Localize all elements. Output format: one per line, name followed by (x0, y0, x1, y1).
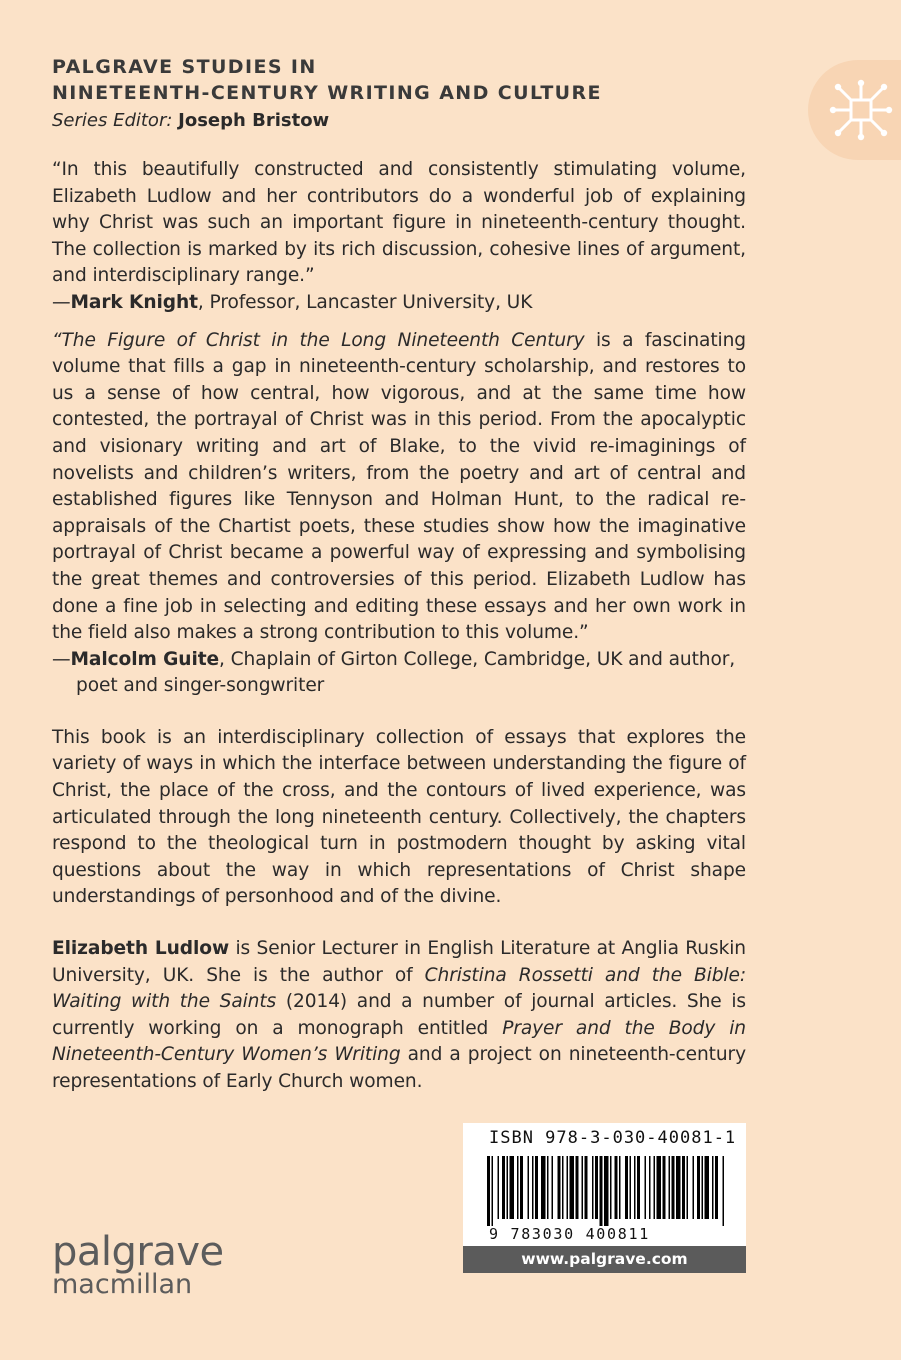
barcode-bar (663, 1156, 666, 1219)
series-editor-name: Joseph Bristow (178, 110, 330, 131)
barcode-bar (562, 1156, 564, 1219)
barcode-bar (682, 1156, 685, 1219)
barcode-bar (576, 1156, 579, 1219)
barcode-bar (705, 1156, 710, 1219)
quote-guite (52, 328, 746, 647)
barcode-bar (610, 1156, 612, 1219)
series-logo-tab (808, 60, 901, 160)
quote-knight-attribution (52, 290, 746, 317)
barcode-bar (676, 1156, 681, 1219)
attribution-dash: — (52, 291, 71, 313)
barcode-bar (687, 1156, 689, 1219)
barcode-bar (552, 1156, 554, 1219)
barcode-bar (619, 1156, 621, 1219)
barcode-bar (693, 1156, 695, 1219)
barcode-bar (535, 1156, 538, 1219)
barcode-bar (582, 1156, 584, 1219)
series-editor (52, 108, 602, 134)
barcode-icon (481, 1156, 729, 1226)
barcode-bar (697, 1156, 700, 1219)
publisher-url[interactable]: www.palgrave.com (463, 1246, 746, 1273)
barcode-bar (502, 1156, 505, 1219)
barcode-bar (615, 1156, 618, 1219)
barcode-bar (715, 1156, 718, 1219)
isbn-label: ISBN 978-3-030-40081-1 (489, 1128, 737, 1148)
publisher-logo-line-1: palgrave (52, 1229, 224, 1275)
author-bio-text: (2014) and a number of journal articles. She is currently working on a monograph entitled (52, 991, 746, 1039)
barcode-bar (517, 1156, 519, 1219)
series-editor-label: Series Editor: (52, 110, 173, 131)
author-bio-text: and a project on nineteenth-century representations of Early Church women. (52, 1044, 747, 1092)
barcode-bar (567, 1156, 569, 1219)
barcode-bar (630, 1156, 632, 1219)
quote-guite-text: is a fascinating volume that fills a gap in nineteenth-century scholarship, and restores to us a sense of how central, how vigorous, and at the same time how contested, the portrayal of Christ was in this period. From the apocalyptic and visionary writing and art of Blake, to the vivid re-imaginings of novelists and children’s writers, from the poetry and art of central and established figures like Tennyson and Holman Hunt, to the radical re-appraisals of the Chartist poets, these studies show how the imaginative portrayal of Christ became a powerful way of expressing and symbolising the great themes and controversies of this period. Elizabeth Ludlow has done a fine job in selecting and editing these essays and her own work in the field also makes a strong contribution to this volume.” (52, 329, 746, 644)
barcode-bar (669, 1156, 671, 1219)
barcode-bar (585, 1156, 588, 1219)
attribution-dash: — (52, 648, 71, 670)
barcode-bar (558, 1156, 561, 1219)
barcode-bar (723, 1156, 725, 1226)
barcode-block (463, 1123, 746, 1273)
author-bio (52, 936, 746, 1096)
barcode-bar (498, 1156, 500, 1219)
attribution-affiliation: , Professor, Lancaster University, UK (197, 291, 533, 313)
barcode-bar (507, 1156, 509, 1219)
attribution-name: Malcolm Guite (70, 648, 220, 670)
barcode-bar (654, 1156, 656, 1219)
series-title-line-2: NINETEENTH-CENTURY WRITING AND CULTURE (52, 82, 602, 104)
quote-guite-attribution (52, 647, 746, 674)
publisher-logo-line-2: macmillan (52, 1269, 193, 1300)
barcode-bar (634, 1156, 636, 1219)
barcode-bar (649, 1156, 651, 1219)
series-header (52, 54, 602, 134)
barcode-bar (541, 1156, 546, 1219)
quote-guite-attribution-cont: poet and singer-songwriter (76, 675, 325, 697)
quote-knight (52, 157, 746, 290)
series-network-icon (826, 74, 896, 146)
barcode-bar (510, 1156, 515, 1219)
series-title-line-1: PALGRAVE STUDIES IN (52, 56, 317, 78)
author-bio-text: is Senior Lecturer in English Literature at Anglia Ruskin University, UK. She is the author of (52, 938, 746, 986)
publisher-logo (52, 1229, 224, 1300)
barcode-bar (604, 1156, 609, 1226)
barcode-bar (592, 1156, 594, 1219)
attribution-affiliation: , Chaplain of Girton College, Cambridge, UK and author, (219, 648, 736, 670)
barcode-bar (547, 1156, 549, 1219)
barcode-bar (645, 1156, 647, 1219)
back-cover-text (52, 157, 746, 1096)
book-description: This book is an interdisciplinary collection of essays that explores the variety of ways in which the interface between understanding the figure of Christ, the place of the cross, and the contours of lived experience, was articulated through the long nineteenth century. Collectively, the chapters respond to the theological turn in postmodern thought by asking vital questions about the way in which representations of Christ shape understandings of personhood and of the divine. (52, 726, 746, 908)
attribution-name: Mark Knight (70, 291, 198, 313)
barcode-bar (528, 1156, 530, 1219)
author-book-1: Christina Rossetti and the Bible: Waiting with the Saints (52, 964, 746, 1013)
barcode-bar (532, 1156, 534, 1219)
barcode-bar (637, 1156, 640, 1219)
barcode-bar (600, 1156, 603, 1226)
barcode-bar (712, 1156, 714, 1219)
barcode-bar (520, 1156, 523, 1219)
author-name: Elizabeth Ludlow (52, 938, 230, 960)
book-title: “The Figure of Christ in the Long Nineteenth Century (52, 329, 585, 351)
barcode-bar (672, 1156, 675, 1219)
barcode-bar (492, 1156, 494, 1226)
barcode-digits: 9 783030 400811 (489, 1225, 650, 1243)
barcode-bar (595, 1156, 598, 1219)
barcode-bar (487, 1156, 490, 1226)
barcode-bar (702, 1156, 704, 1219)
author-book-2: Prayer and the Body in Nineteenth-Century Women’s Writing (52, 1017, 746, 1066)
barcode-bar (657, 1156, 662, 1219)
barcode-bar (570, 1156, 575, 1219)
quote-knight-text: “In this beautifully constructed and consistently stimulating volume, Elizabeth Ludlow and her contributors do a wonderful job of explaining why Christ was such an important figure in nineteenth-century thought. The collection is marked by its rich discussion, cohesive lines of argument, and interdisciplinary range.” (52, 159, 746, 287)
barcode-bar (625, 1156, 628, 1219)
